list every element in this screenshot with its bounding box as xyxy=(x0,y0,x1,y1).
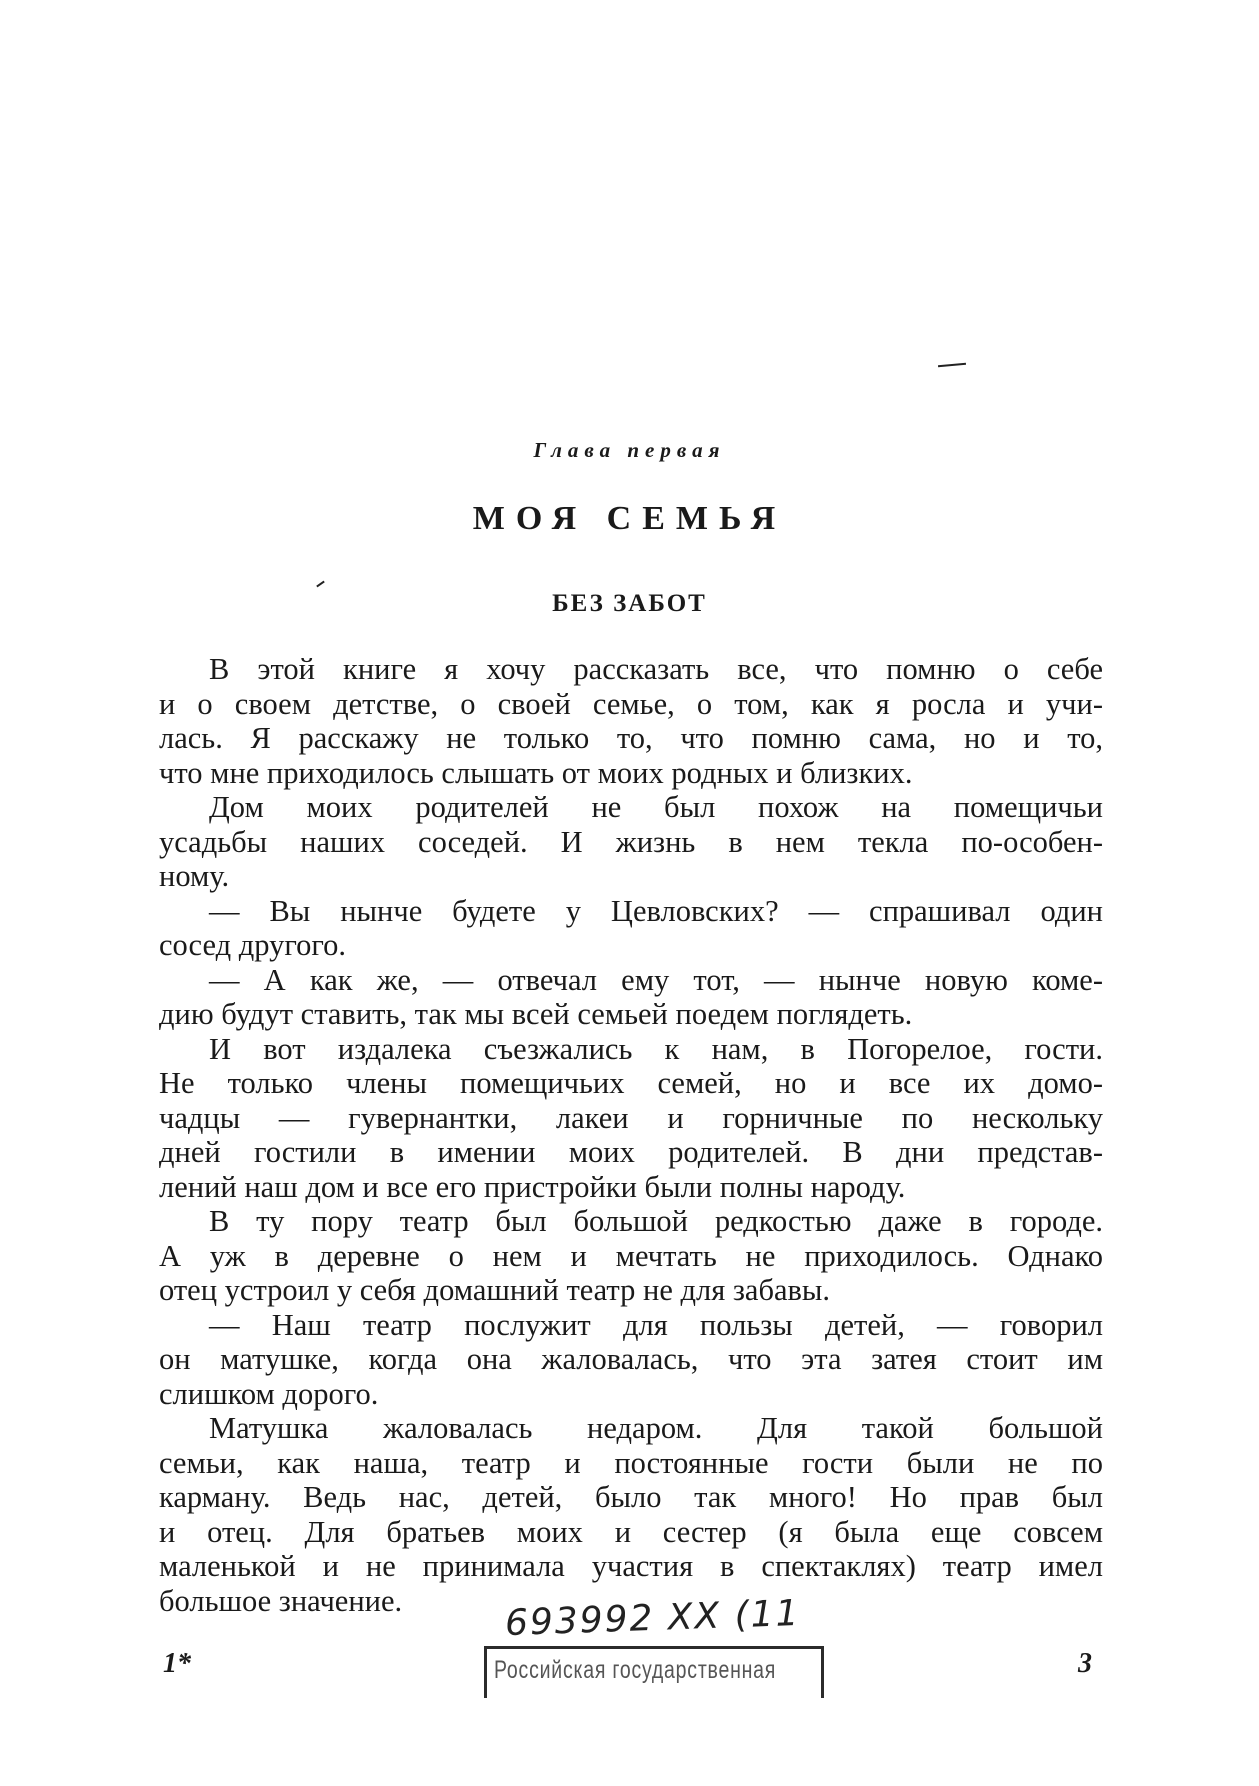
chapter-title: МОЯ СЕМЬЯ xyxy=(472,500,787,537)
text-line: что мне приходилось слышать от моих родных и близких. xyxy=(159,755,913,790)
text-line: Матушка жаловалась недаром. Для такой большой xyxy=(209,1411,1103,1445)
text-line: лась. Я расскажу не только то, что помню сама, но и то, xyxy=(159,721,1103,755)
text-line: В этой книге я хочу рассказать все, что помню о себе xyxy=(209,652,1103,686)
text-line: дней гостили в имении моих родителей. В дни представ- xyxy=(159,1135,1103,1169)
text-line: отец устроил у себя домашний театр не для забавы. xyxy=(159,1273,831,1307)
text-line: — А как же, — отвечал ему тот, — нынче новую коме- xyxy=(209,962,1103,997)
text-line: слишком дорого. xyxy=(159,1376,379,1411)
stamp-text: Российская государственная xyxy=(494,1656,777,1684)
chapter-label: Глава первая xyxy=(533,438,726,462)
text-line: В ту пору театр был большой редкостью даже в городе. xyxy=(209,1204,1103,1238)
text-line: усадьбы наших соседей. И жизнь в нем текла по-особен- xyxy=(159,824,1103,859)
text-line: и отец. Для братьев моих и сестер (я была еще совсем xyxy=(159,1514,1103,1549)
text-line: — Наш театр послужит для пользы детей, — говорил xyxy=(209,1307,1103,1342)
text-line: Дом моих родителей не был похож на помещичьи xyxy=(209,790,1103,824)
text-line: он матушке, когда она жаловалась, что эта затея стоит им xyxy=(159,1342,1103,1376)
scan-mark xyxy=(938,363,966,367)
scan-mark xyxy=(316,581,325,588)
handwritten-number: 693992 XX (11 xyxy=(504,1592,802,1645)
text-line: сосед другого. xyxy=(159,928,346,962)
text-line: — Вы нынче будете у Цевловских? — спрашивал один xyxy=(209,893,1103,928)
section-title: БЕЗ ЗАБОТ xyxy=(552,590,707,617)
text-line: Не только члены помещичьих семей, но и все их домо- xyxy=(159,1066,1103,1100)
page-number: 3 xyxy=(1078,1648,1092,1679)
text-line: карману. Ведь нас, детей, было так много! Но прав был xyxy=(159,1480,1103,1514)
text-line: ному. xyxy=(159,859,230,893)
body-text xyxy=(159,652,1103,1618)
text-line: лений наш дом и все его пристройки были полны народу. xyxy=(159,1169,906,1204)
text-line: маленькой и не принимала участия в спектаклях) театр имел xyxy=(159,1549,1103,1583)
folio-signature: 1* xyxy=(163,1648,191,1679)
text-line: семьи, как наша, театр и постоянные гости были не по xyxy=(159,1445,1103,1480)
text-line: А уж в деревне о нем и мечтать не приходилось. Однако xyxy=(159,1238,1103,1273)
text-line: И вот издалека съезжались к нам, в Погорелое, гости. xyxy=(209,1031,1103,1066)
text-line: чадцы — гувернантки, лакеи и горничные по нескольку xyxy=(159,1100,1103,1135)
text-line: и о своем детстве, о своей семье, о том, как я росла и учи- xyxy=(159,686,1103,721)
library-stamp xyxy=(484,1646,824,1698)
text-line: большое значение. xyxy=(159,1583,403,1618)
text-line: дию будут ставить, так мы всей семьей поедем поглядеть. xyxy=(159,997,913,1031)
